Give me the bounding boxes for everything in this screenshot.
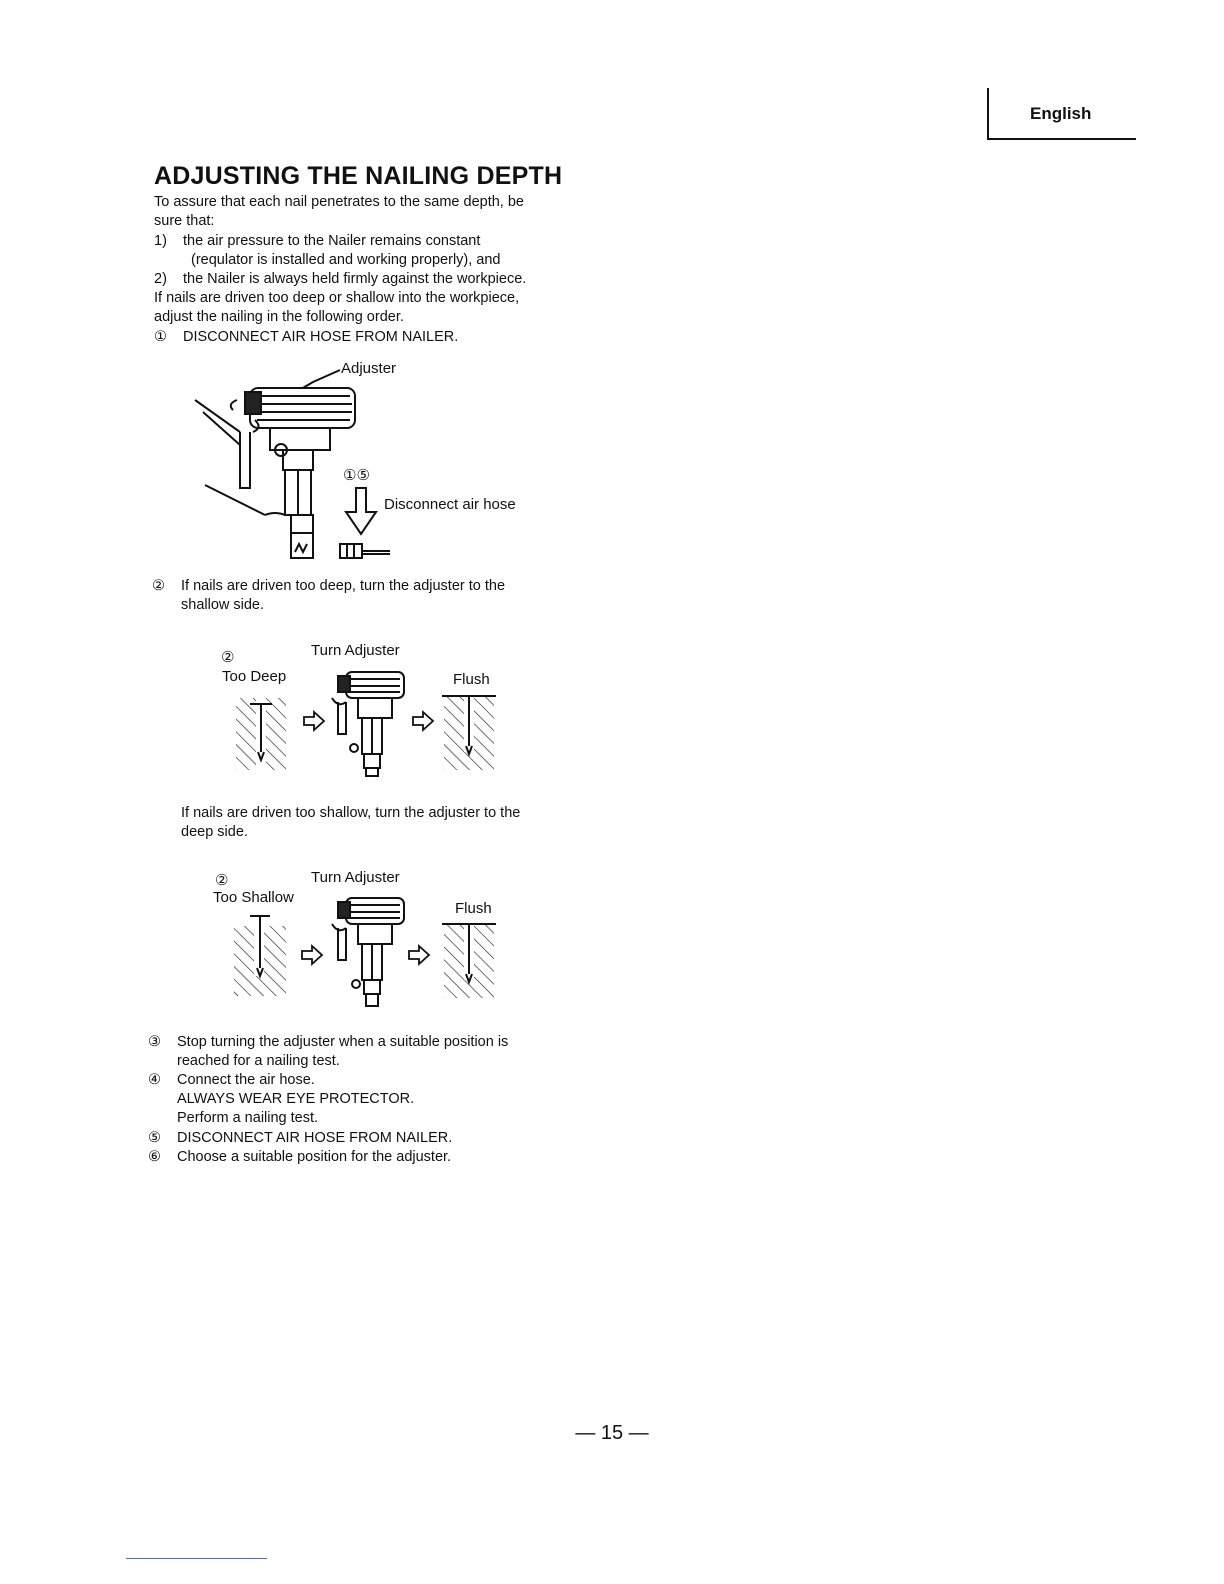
step-2-line-1: If nails are driven too deep, turn the adjuster to the [181, 578, 506, 594]
footer-rule [126, 1558, 267, 1559]
too-shallow-label: Too Shallow [213, 889, 294, 906]
page-number: — 15 — [575, 1422, 649, 1444]
figure-1-step-ref: ①⑤ [343, 467, 370, 484]
step-3-line-2: reached for a nailing test. [177, 1053, 340, 1069]
flush-nail-icon [440, 918, 498, 1000]
disconnect-arrow-icon [342, 486, 382, 538]
figure-2-flush-label: Flush [453, 671, 490, 688]
figure-3-step-ref: ② [215, 872, 229, 889]
arrow-right-icon [302, 710, 326, 732]
step-4-line-1: Connect the air hose. [177, 1072, 315, 1088]
step-2-line-2: shallow side. [181, 597, 265, 613]
nailer-turn-adjuster-icon [330, 668, 410, 780]
intro-line-4: adjust the nailing in the following order. [154, 309, 404, 325]
air-hose-connector-icon [338, 540, 394, 562]
arrow-right-icon [411, 710, 435, 732]
nailer-turn-adjuster-icon [330, 894, 410, 1010]
intro-line-3: If nails are driven too deep or shallow into the workpiece, [154, 290, 520, 306]
step-5-line-1: DISCONNECT AIR HOSE FROM NAILER. [177, 1130, 453, 1146]
intro-line-1: To assure that each nail penetrates to the same depth, be [154, 194, 524, 210]
step-4-line-2: ALWAYS WEAR EYE PROTECTOR. [177, 1091, 415, 1107]
figure-3-flush-label: Flush [455, 900, 492, 917]
step-6-line-1: Choose a suitable position for the adjuster. [177, 1149, 452, 1165]
intro-item-2-line-1: the Nailer is always held firmly against the workpiece. [183, 271, 527, 287]
step-5-number: ⑤ [148, 1130, 161, 1146]
step-4-number: ④ [148, 1072, 161, 1088]
step-2b-line-2: deep side. [181, 824, 248, 840]
step-3-line-1: Stop turning the adjuster when a suitable position is [177, 1034, 509, 1050]
page-title: ADJUSTING THE NAILING DEPTH [154, 162, 563, 190]
figure-2-turn-adjuster-label: Turn Adjuster [311, 642, 400, 659]
adjuster-label: Adjuster [341, 360, 397, 377]
too-deep-label: Too Deep [222, 668, 287, 685]
disconnect-air-hose-label: Disconnect air hose [384, 496, 516, 513]
language-label: English [1030, 104, 1092, 123]
arrow-right-icon [300, 944, 324, 966]
step-3-number: ③ [148, 1034, 161, 1050]
intro-item-1-line-1: the air pressure to the Nailer remains constant [183, 233, 481, 249]
intro-item-1-num: 1) [154, 233, 167, 249]
step-1-text: DISCONNECT AIR HOSE FROM NAILER. [183, 329, 459, 345]
flush-nail-icon [440, 690, 498, 772]
too-deep-nail-icon [232, 690, 290, 772]
step-4-line-3: Perform a nailing test. [177, 1110, 319, 1126]
intro-item-2-num: 2) [154, 271, 167, 287]
intro-line-2: sure that: [154, 213, 215, 229]
step-2b-line-1: If nails are driven too shallow, turn the adjuster to the [181, 805, 521, 821]
step-1-number: ① [154, 329, 167, 345]
arrow-right-icon [407, 944, 431, 966]
step-6-number: ⑥ [148, 1149, 161, 1165]
figure-2-step-ref: ② [221, 649, 235, 666]
step-2-number: ② [152, 578, 165, 594]
intro-item-1-line-2: (requlator is installed and working properly), and [191, 252, 501, 268]
too-shallow-nail-icon [230, 912, 290, 998]
figure-3-turn-adjuster-label: Turn Adjuster [311, 869, 400, 886]
